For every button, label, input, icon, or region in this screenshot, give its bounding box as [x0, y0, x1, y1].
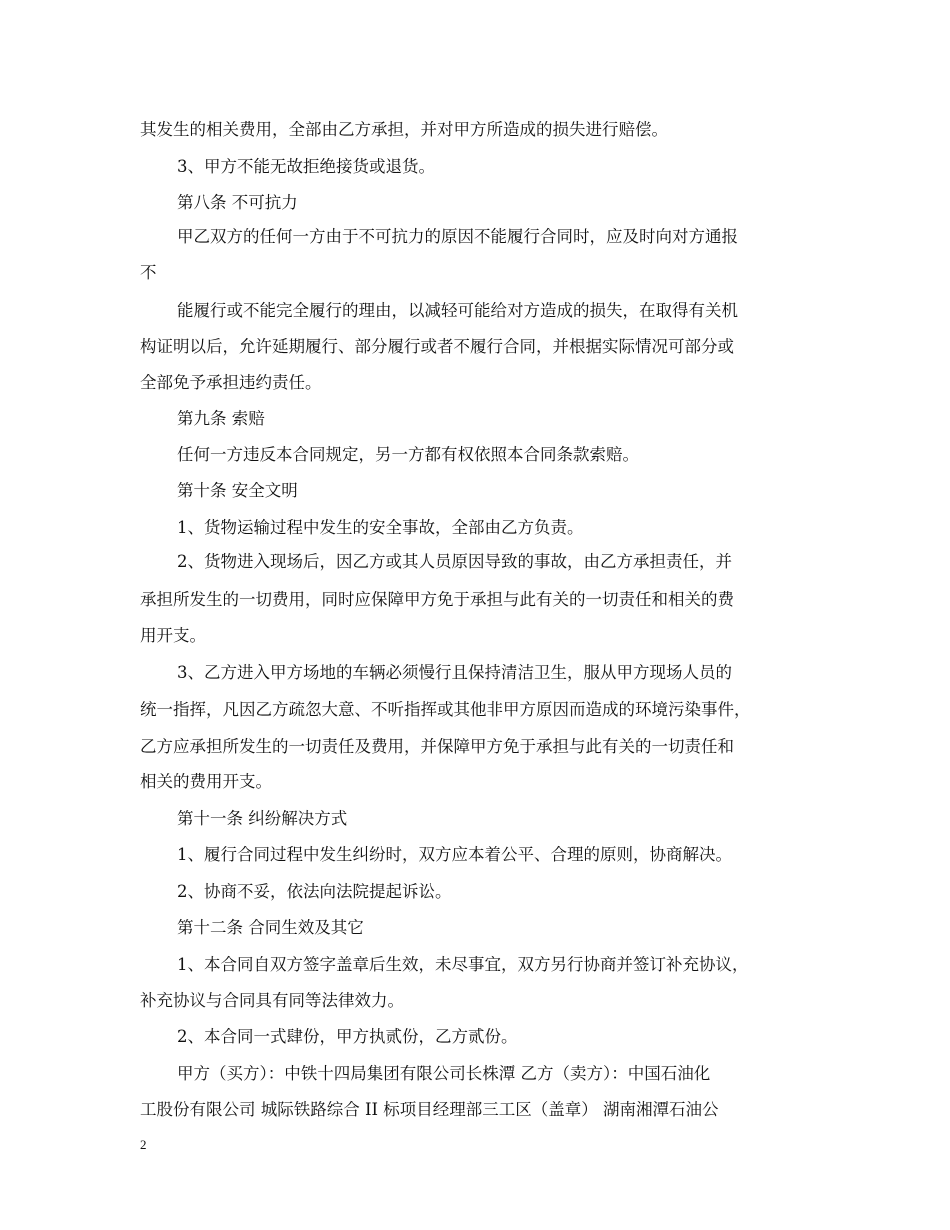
text-line: 相关的费用开支。	[140, 772, 272, 791]
text-line: 1、货物运输过程中发生的安全事故，全部由乙方负责。	[177, 518, 584, 537]
text-line: 第十二条 合同生效及其它	[177, 918, 364, 937]
text-line: 全部免予承担违约责任。	[140, 373, 322, 392]
text-line: 2、协商不妥，依法向法院提起诉讼。	[177, 882, 452, 901]
page-number: 2	[140, 1137, 147, 1152]
text-line: 不	[140, 263, 157, 282]
text-line: 3、乙方进入甲方场地的车辆必须慢行且保持清洁卫生，服从甲方现场人员的	[177, 663, 732, 682]
text-line: 1、履行合同过程中发生纠纷时，双方应本着公平、合理的原则，协商解决。	[177, 845, 732, 864]
text-line: 甲乙双方的任何一方由于不可抗力的原因不能履行合同时，应及时向对方通报	[177, 227, 738, 246]
text-line: 2、货物进入现场后，因乙方或其人员原因导致的事故，由乙方承担责任，并	[177, 552, 732, 571]
text-line: 能履行或不能完全履行的理由，以减轻可能给对方造成的损失，在取得有关机	[177, 301, 738, 320]
text-line: 3、甲方不能无故拒绝接货或退货。	[177, 157, 435, 176]
text-line: 承担所发生的一切费用，同时应保障甲方免于承担与此有关的一切责任和相关的费	[140, 590, 734, 609]
text-line: 统一指挥，凡因乙方疏忽大意、不听指挥或其他非甲方原因而造成的环境污染事件，	[140, 700, 751, 719]
text-line: 第八条 不可抗力	[177, 193, 298, 212]
text-line: 任何一方违反本合同规定，另一方都有权依照本合同条款索赔。	[177, 445, 639, 464]
text-line: 2、本合同一式肆份，甲方执贰份，乙方贰份。	[177, 1027, 518, 1046]
text-line: 甲方（买方）：中铁十四局集团有限公司长株潭 乙方（卖方）：中国石油化	[177, 1064, 711, 1083]
text-line: 用开支。	[140, 626, 206, 645]
text-line: 工股份有限公司 城际铁路综合 II 标项目经理部三工区（盖章） 湖南湘潭石油公	[140, 1100, 719, 1119]
text-line: 其发生的相关费用，全部由乙方承担，并对甲方所造成的损失进行赔偿。	[140, 120, 668, 139]
text-line: 第十条 安全文明	[177, 481, 298, 500]
text-line: 1、本合同自双方签字盖章后生效，未尽事宜，双方另行协商并签订补充协议，	[177, 955, 749, 974]
text-line: 构证明以后，允许延期履行、部分履行或者不履行合同，并根据实际情况可部分或	[140, 337, 734, 356]
text-line: 补充协议与合同具有同等法律效力。	[140, 991, 404, 1010]
text-line: 第十一条 纠纷解决方式	[177, 809, 348, 828]
text-line: 乙方应承担所发生的一切责任及费用，并保障甲方免于承担与此有关的一切责任和	[140, 737, 734, 756]
text-line: 第九条 索赔	[177, 409, 265, 428]
